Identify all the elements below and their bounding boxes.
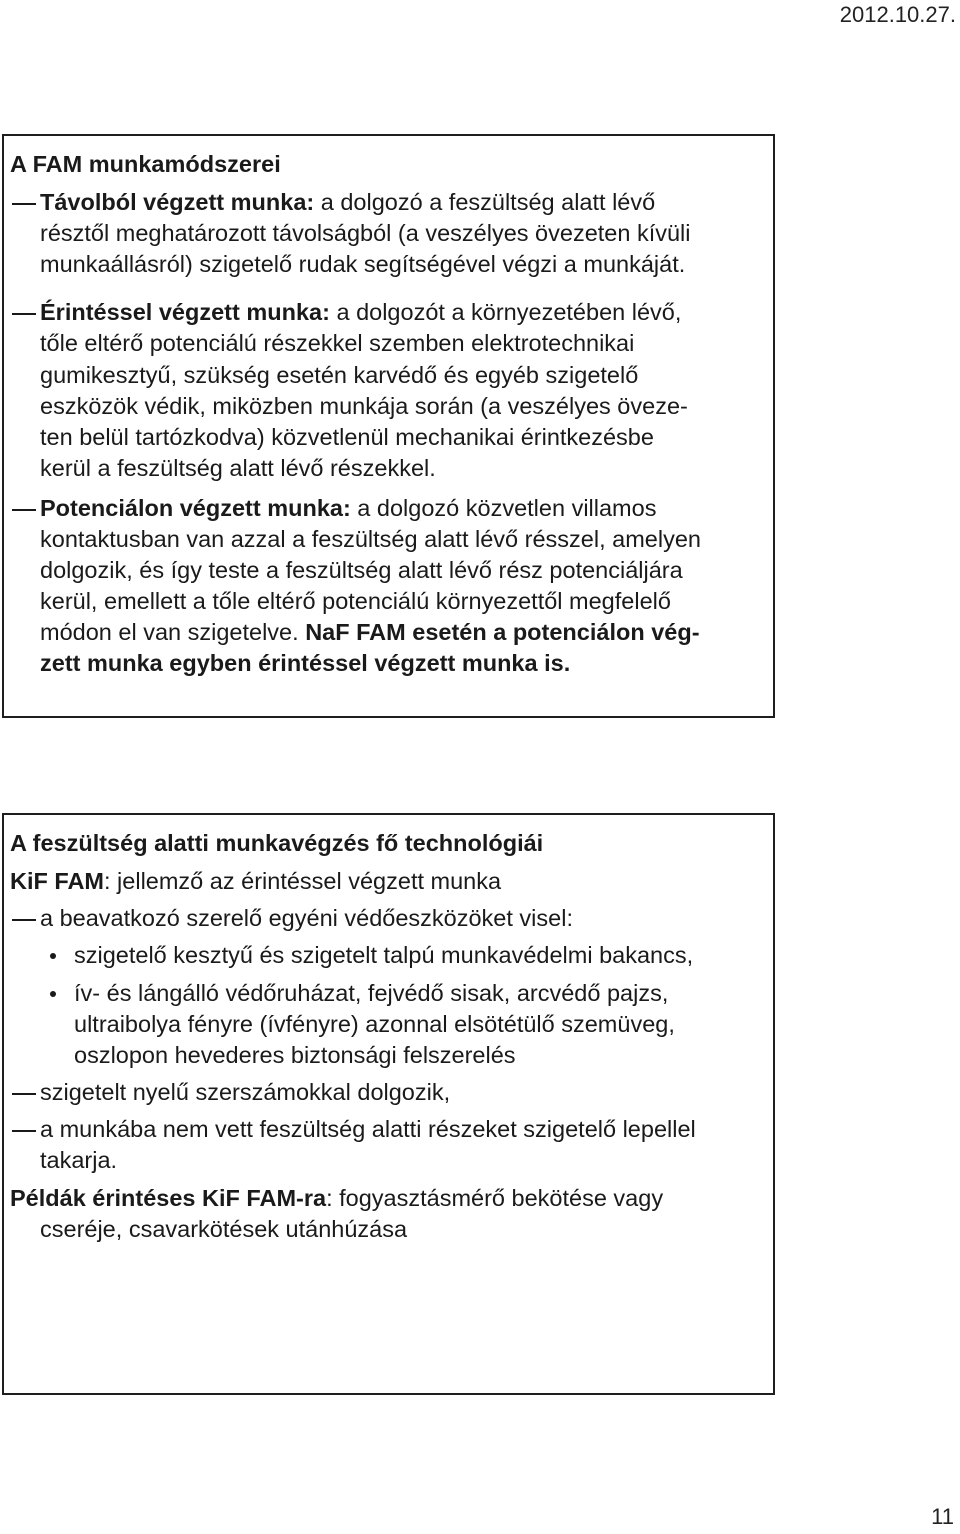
remote-work-line-3: munkaállásról) szigetelő rudak segítségével végzi a munkáját. [40,251,686,277]
contact-work-line-4: eszközök védik, miközben munkája során (a veszélyes öveze- [40,393,688,419]
dash-marker [12,313,36,315]
contact-work-line-3: gumikesztyű, szükség esetén karvédő és egyéb szigetelő [40,362,639,388]
contact-work-line-6: kerül a feszültség alatt lévő részekkel. [40,455,436,481]
gear-item-2-line-3: oszlopon hevederes biztonsági felszerelés [74,1042,516,1068]
slide-title: A FAM munkamódszerei [10,151,281,177]
potential-work-line-2: kontaktusban van azzal a feszültség alatt lévő résszel, amelyen [40,526,701,552]
potential-work-line-4: kerül, emellett a tőle eltérő potenciálú környezettől megfelelő [40,588,671,614]
remote-work-line-1: Távolból végzett munka: a dolgozó a feszültség alatt lévő [40,189,656,215]
bullet-marker [50,991,56,997]
slide-main-technologies [2,813,775,1395]
examples-line-1: Példák érintéses KiF FAM-ra: fogyasztásmérő bekötése vagy [10,1185,664,1211]
dash-marker [12,1130,36,1132]
remote-work-line-2: résztől meghatározott távolságból (a veszélyes övezeten kívüli [40,220,691,246]
gear-item-2-line-1: ív- és lángálló védőruházat, fejvédő sisak, arcvédő pajzs, [74,980,669,1006]
page-number: 11 [931,1504,954,1529]
dash-marker [12,1093,36,1095]
dash-marker [12,203,36,205]
potential-work-line-3: dolgozik, és így teste a feszültség alatt lévő rész potenciáljára [40,557,683,583]
contact-work-line-1: Érintéssel végzett munka: a dolgozót a környezetében lévő, [40,299,682,325]
protective-gear-line: a beavatkozó szerelő egyéni védőeszközöket visel: [40,905,573,931]
potential-work-line-6: zett munka egyben érintéssel végzett munka is. [40,650,571,676]
bullet-marker [50,953,56,959]
gear-item-2-line-2: ultraibolya fényre (ívfényre) azonnal elsötétülő szemüveg, [74,1011,675,1037]
kif-fam-line: KiF FAM: jellemző az érintéssel végzett munka [10,868,502,894]
contact-work-line-5: ten belül tartózkodva) közvetlenül mechanikai érintkezésbe [40,424,654,450]
contact-work-line-2: tőle eltérő potenciálú részekkel szemben elektrotechnikai [40,330,635,356]
slide-title: A feszültség alatti munkavégzés fő technológiái [10,830,544,856]
cover-line-1: a munkába nem vett feszültség alatti részeket szigetelő lepellel [40,1116,696,1142]
dash-marker [12,509,36,511]
insulated-tools-line: szigetelt nyelű szerszámokkal dolgozik, [40,1079,451,1105]
date-stamp: 2012.10.27. [839,2,956,27]
examples-line-2: cseréje, csavarkötések utánhúzása [40,1216,408,1242]
dash-marker [12,919,36,921]
gear-item-1: szigetelő kesztyű és szigetelt talpú munkavédelmi bakancs, [74,942,694,968]
cover-line-2: takarja. [40,1147,118,1173]
potential-work-line-5: módon el van szigetelve. NaF FAM esetén a potenciálon vég- [40,619,700,645]
potential-work-line-1: Potenciálon végzett munka: a dolgozó közvetlen villamos [40,495,657,521]
slide-fam-methods [2,134,775,718]
